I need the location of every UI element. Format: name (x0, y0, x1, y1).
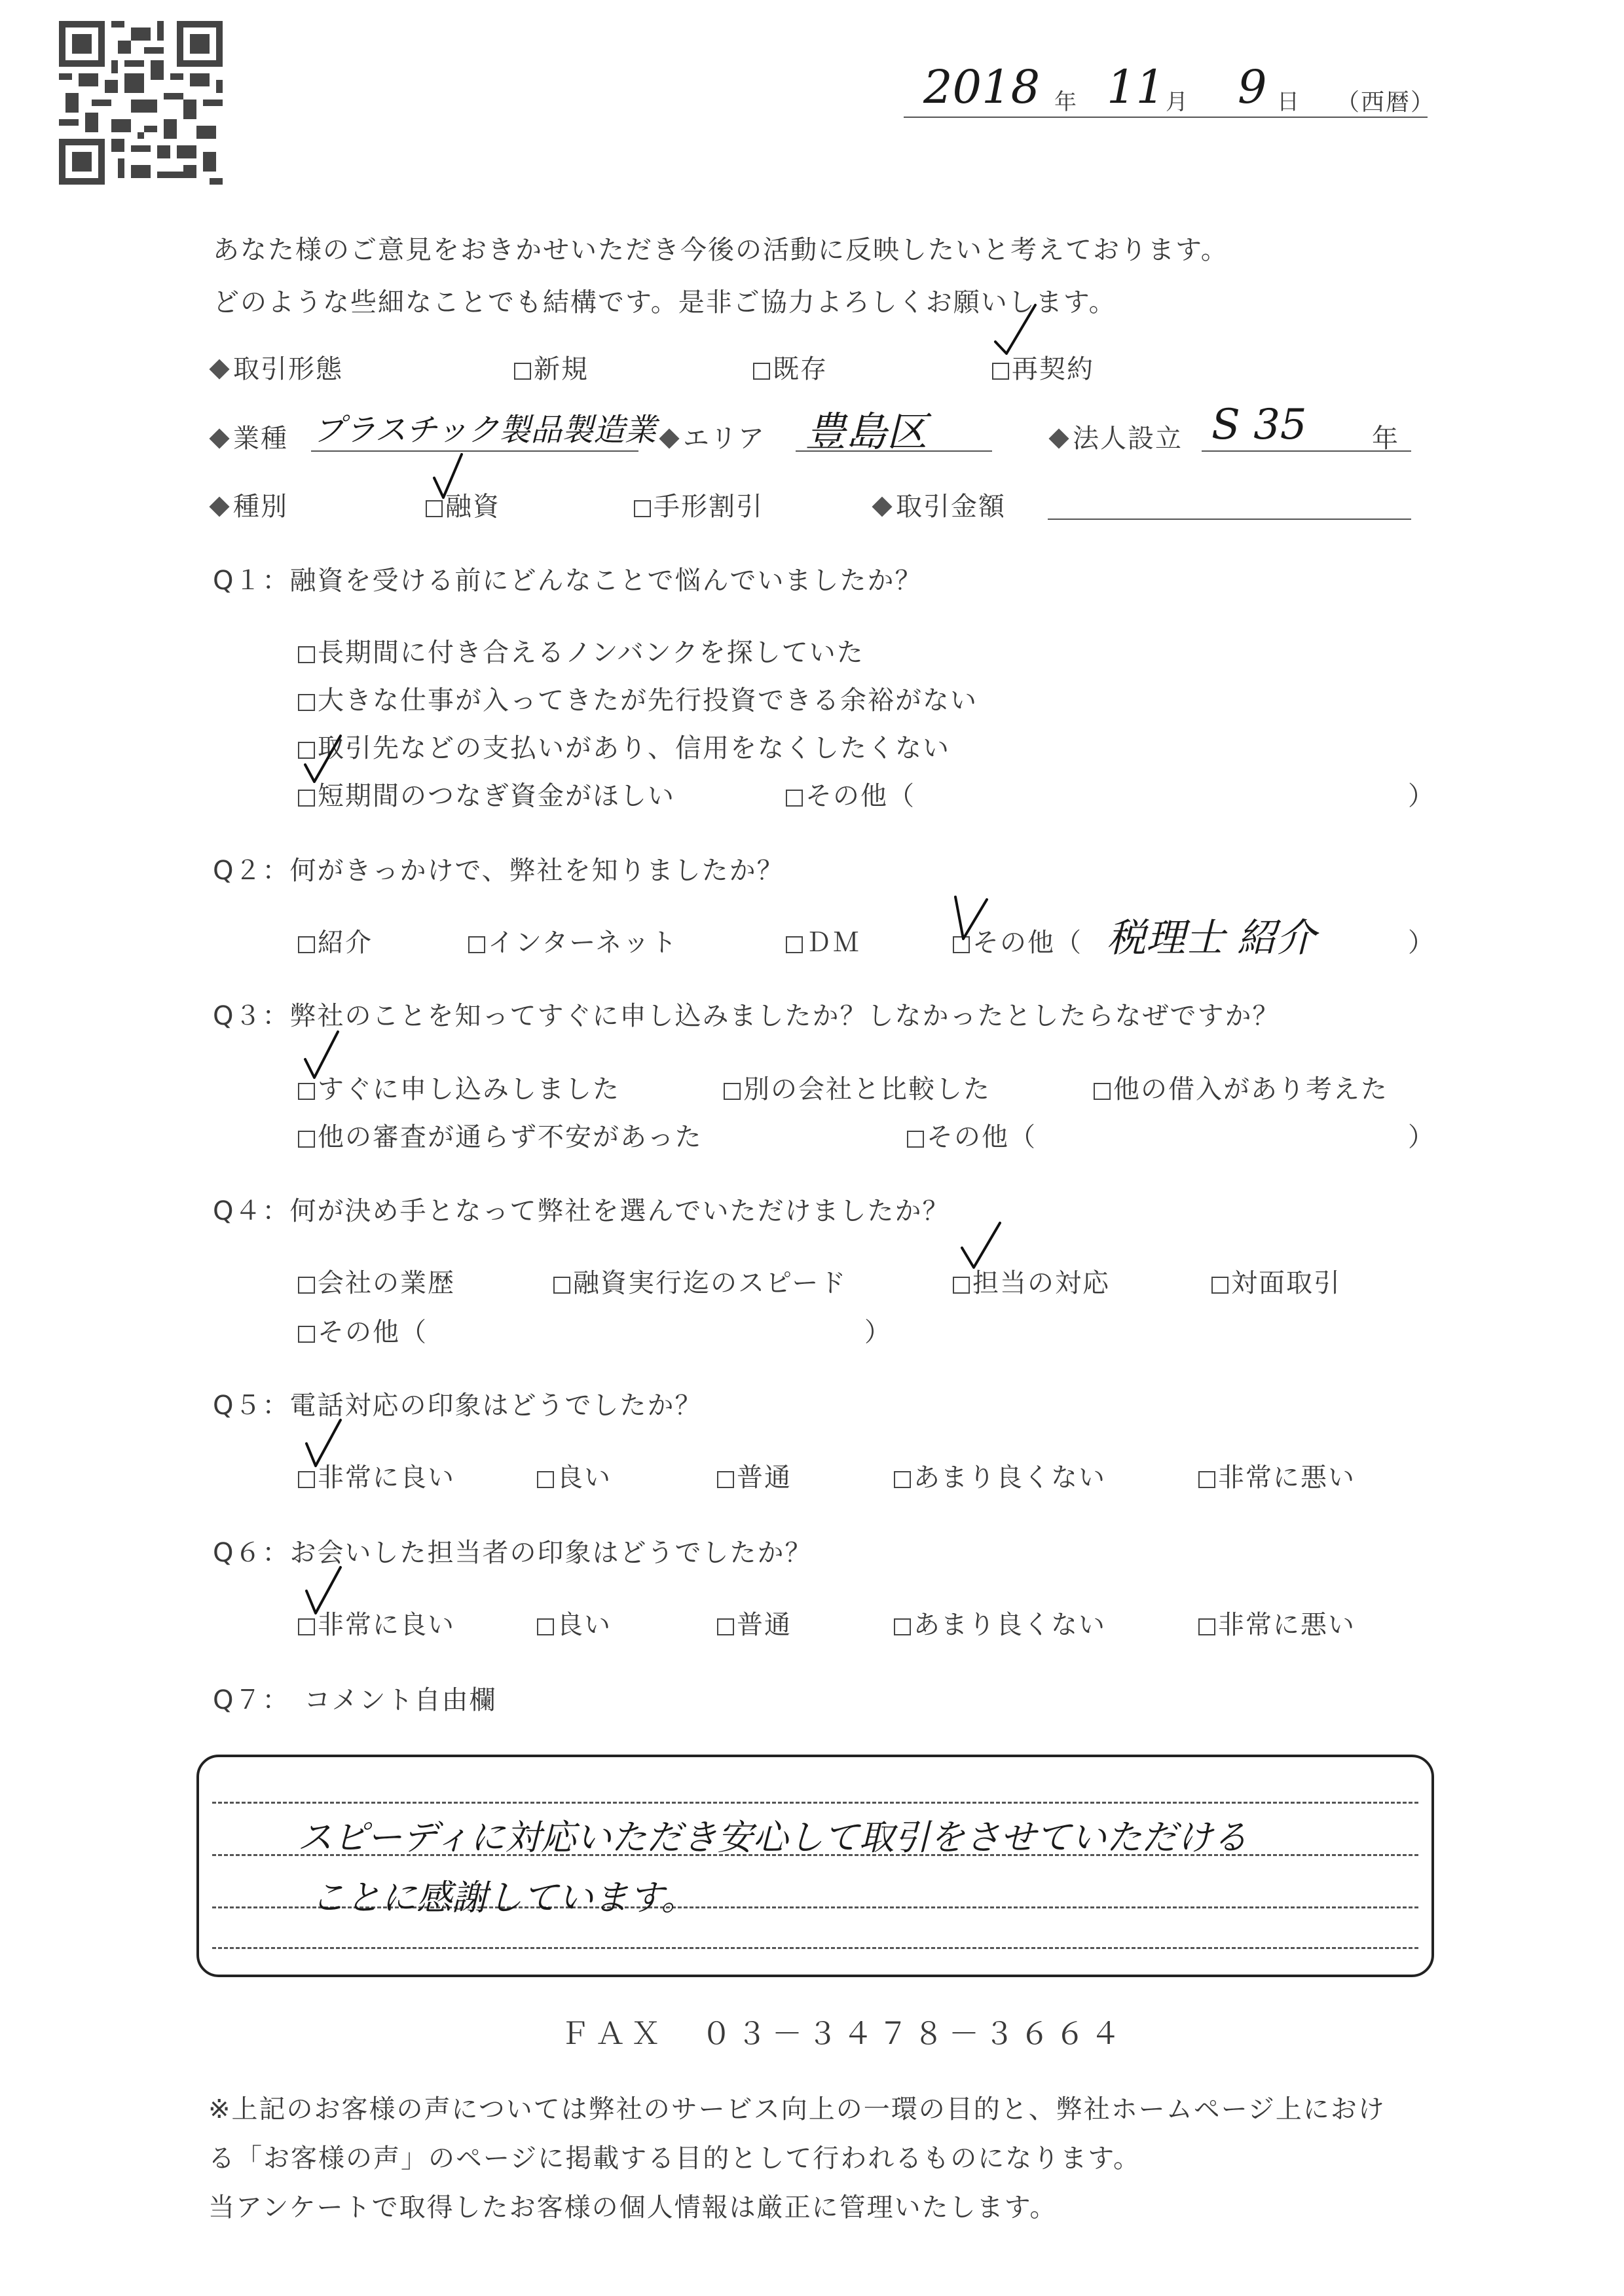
checkbox-icon[interactable] (298, 1326, 315, 1343)
checkbox-icon[interactable] (1198, 1471, 1215, 1488)
checkbox-icon[interactable] (753, 363, 770, 380)
industry-underline (311, 450, 638, 452)
diamond-icon (209, 496, 229, 517)
established-unit: 年 (1372, 424, 1399, 454)
checkbox-icon[interactable] (786, 936, 803, 953)
diamond-icon (209, 428, 229, 448)
checkmark-icon (303, 1565, 348, 1617)
q2-other-close: ） (1408, 928, 1435, 958)
q6-option-not-good[interactable]: あまり良くない (894, 1604, 1106, 1641)
date-month: 11 (1107, 60, 1166, 114)
checkbox-icon[interactable] (894, 1471, 911, 1488)
checkbox-icon[interactable] (298, 790, 315, 807)
comment-line-1: スピーディに対応いただき安心して取引をさせていただける (297, 1817, 1248, 1858)
footer-line-1: ※上記のお客様の声については弊社のサービス向上の一環の目的と、弊社ホームページ上におけ (208, 2094, 1386, 2124)
q5-option-good[interactable]: 良い (537, 1457, 612, 1494)
q3-title: Q３：弊社のことを知ってすぐに申し込みましたか？しなかったとしたらなぜですか？ (213, 1001, 1280, 1031)
intro-line-1: あなた様のご意見をおきかせいただき今後の活動に反映したいと考えております。 (213, 235, 1228, 265)
q5-title: Q５：電話対応の印象はどうでしたか？ (213, 1391, 703, 1421)
q1-option-other[interactable]: その他（ (786, 775, 915, 812)
checkbox-icon[interactable] (298, 646, 315, 663)
checkbox-icon[interactable] (992, 363, 1009, 380)
area-label: エリア (658, 418, 766, 455)
q1-option-4[interactable]: 短期間のつなぎ資金がほしい (298, 775, 675, 812)
q6-option-very-bad[interactable]: 非常に悪い (1198, 1604, 1356, 1641)
footer-line-2: る「お客様の声」のページに掲載する目的として行われるものになります。 (208, 2143, 1141, 2174)
diamond-icon (872, 496, 892, 517)
date-year: 2018 (923, 60, 1041, 114)
checkbox-icon[interactable] (537, 1471, 554, 1488)
q4-title: Q４：何が決め手となって弊社を選んでいただけましたか？ (213, 1196, 950, 1226)
area-underline (796, 450, 992, 452)
q3-option-1[interactable]: すぐに申し込みしました (298, 1068, 620, 1106)
q2-title: Q２：何がきっかけで、弊社を知りましたか？ (213, 856, 784, 886)
fax-number: ＦＡＸ ０３－３４７８－３６６４ (560, 2016, 1126, 2051)
q4-other-close: ） (864, 1317, 892, 1347)
checkbox-icon[interactable] (907, 1131, 924, 1148)
checkbox-icon[interactable] (298, 1277, 315, 1294)
area-value: 豊島区 (805, 408, 928, 456)
checkmark-icon (953, 890, 999, 943)
q1-title: Q１：融資を受ける前にどんなことで悩んでいましたか？ (213, 566, 923, 596)
diamond-icon (1048, 428, 1069, 448)
checkbox-icon[interactable] (298, 936, 315, 953)
checkmark-icon (429, 452, 475, 504)
checkbox-icon[interactable] (717, 1618, 734, 1635)
option-loan[interactable]: 融資 (426, 486, 500, 523)
checkbox-icon[interactable] (537, 1618, 554, 1635)
checkbox-icon[interactable] (514, 363, 531, 380)
established-label: 法人設立 (1048, 418, 1183, 455)
q1-option-3[interactable]: 取引先などの支払いがあり、信用をなくしたくない (298, 727, 950, 765)
q3-other-close: ） (1408, 1122, 1435, 1152)
q6-option-very-good[interactable]: 非常に良い (298, 1604, 455, 1641)
transaction-type-label: 取引形態 (208, 348, 343, 386)
q4-option-speed[interactable]: 融資実行迄のスピード (553, 1262, 847, 1300)
q6-option-good[interactable]: 良い (537, 1604, 612, 1641)
checkbox-icon[interactable] (1198, 1618, 1215, 1635)
checkbox-icon[interactable] (786, 790, 803, 807)
q2-option-internet[interactable]: インターネット (468, 922, 678, 959)
q4-option-staff[interactable]: 担当の対応 (953, 1262, 1110, 1300)
q4-option-face-to-face[interactable]: 対面取引 (1211, 1262, 1341, 1300)
q7-title: Q７： コメント自由欄 (213, 1685, 497, 1715)
checkbox-icon[interactable] (1211, 1277, 1228, 1294)
q2-option-dm[interactable]: ＤＭ (786, 922, 860, 959)
q5-option-very-bad[interactable]: 非常に悪い (1198, 1457, 1356, 1494)
checkbox-icon[interactable] (468, 936, 485, 953)
q3-option-2[interactable]: 別の会社と比較した (724, 1068, 991, 1106)
comment-box[interactable] (196, 1755, 1434, 1977)
option-bill-discount[interactable]: 手形割引 (634, 486, 764, 523)
q6-title: Q６：お会いした担当者の印象はどうでしたか？ (213, 1538, 813, 1568)
q4-option-history[interactable]: 会社の業歴 (298, 1262, 455, 1300)
checkbox-icon[interactable] (298, 1131, 315, 1148)
q1-option-1[interactable]: 長期間に付き合えるノンバンクを探していた (298, 632, 864, 669)
comment-rule (212, 1802, 1418, 1804)
date-underline (904, 117, 1428, 118)
intro-line-2: どのような些細なことでも結構です。是非ご協力よろしくお願いします。 (213, 287, 1116, 318)
industry-label: 業種 (208, 418, 288, 455)
checkbox-icon[interactable] (298, 1083, 315, 1100)
q1-option-2[interactable]: 大きな仕事が入ってきたが先行投資できる余裕がない (298, 680, 978, 717)
q5-option-not-good[interactable]: あまり良くない (894, 1457, 1106, 1494)
date-month-label: 月 (1166, 89, 1189, 115)
q3-option-other[interactable]: その他（ (907, 1116, 1037, 1154)
comment-line-2: ことに感謝しています。 (310, 1877, 697, 1918)
diamond-icon (659, 428, 679, 448)
date-day-label: 日 (1277, 89, 1301, 115)
established-value: S 35 (1211, 401, 1307, 449)
date-era-label: （西暦） (1336, 89, 1436, 116)
q1-other-close: ） (1408, 781, 1435, 811)
date-day: 9 (1238, 60, 1267, 114)
category-label: 種別 (208, 486, 288, 523)
established-underline (1202, 450, 1411, 452)
q3-option-4[interactable]: 他の審査が通らず不安があった (298, 1116, 703, 1154)
checkmark-icon (303, 1417, 348, 1470)
q4-option-other[interactable]: その他（ (298, 1311, 428, 1349)
checkmark-icon (992, 302, 1038, 355)
qr-code (59, 21, 223, 185)
comment-rule (212, 1947, 1418, 1949)
q2-option-other[interactable]: その他（ (953, 922, 1082, 959)
q2-other-value: 税理士 紹介 (1107, 915, 1316, 961)
checkbox-icon[interactable] (298, 694, 315, 711)
checkmark-icon (301, 1029, 347, 1082)
option-new[interactable]: 新規 (514, 348, 589, 386)
checkbox-icon[interactable] (717, 1471, 734, 1488)
checkbox-icon[interactable] (634, 500, 651, 517)
checkbox-icon[interactable] (894, 1618, 911, 1635)
checkmark-icon (959, 1219, 1005, 1271)
q2-option-referral[interactable]: 紹介 (298, 922, 373, 959)
q6-option-average[interactable]: 普通 (717, 1604, 792, 1641)
q3-option-3[interactable]: 他の借入があり考えた (1094, 1068, 1388, 1106)
footer-line-3: 当アンケートで取得したお客様の個人情報は厳正に管理いたします。 (208, 2193, 1058, 2223)
checkbox-icon[interactable] (724, 1083, 741, 1100)
checkbox-icon[interactable] (553, 1277, 570, 1294)
checkbox-icon[interactable] (953, 1277, 970, 1294)
industry-value: プラスチック製品製造業 (313, 412, 657, 448)
checkmark-icon (301, 732, 347, 784)
checkbox-icon[interactable] (1094, 1083, 1111, 1100)
option-existing[interactable]: 既存 (753, 348, 828, 386)
q5-option-average[interactable]: 普通 (717, 1457, 792, 1494)
option-recontract[interactable]: 再契約 (992, 348, 1094, 386)
q5-option-very-good[interactable]: 非常に良い (298, 1457, 455, 1494)
date-year-label: 年 (1054, 89, 1078, 115)
amount-label: 取引金額 (871, 486, 1006, 523)
checkbox-icon[interactable] (298, 1618, 315, 1635)
diamond-icon (209, 359, 229, 379)
amount-underline (1048, 519, 1411, 520)
checkbox-icon[interactable] (298, 1471, 315, 1488)
